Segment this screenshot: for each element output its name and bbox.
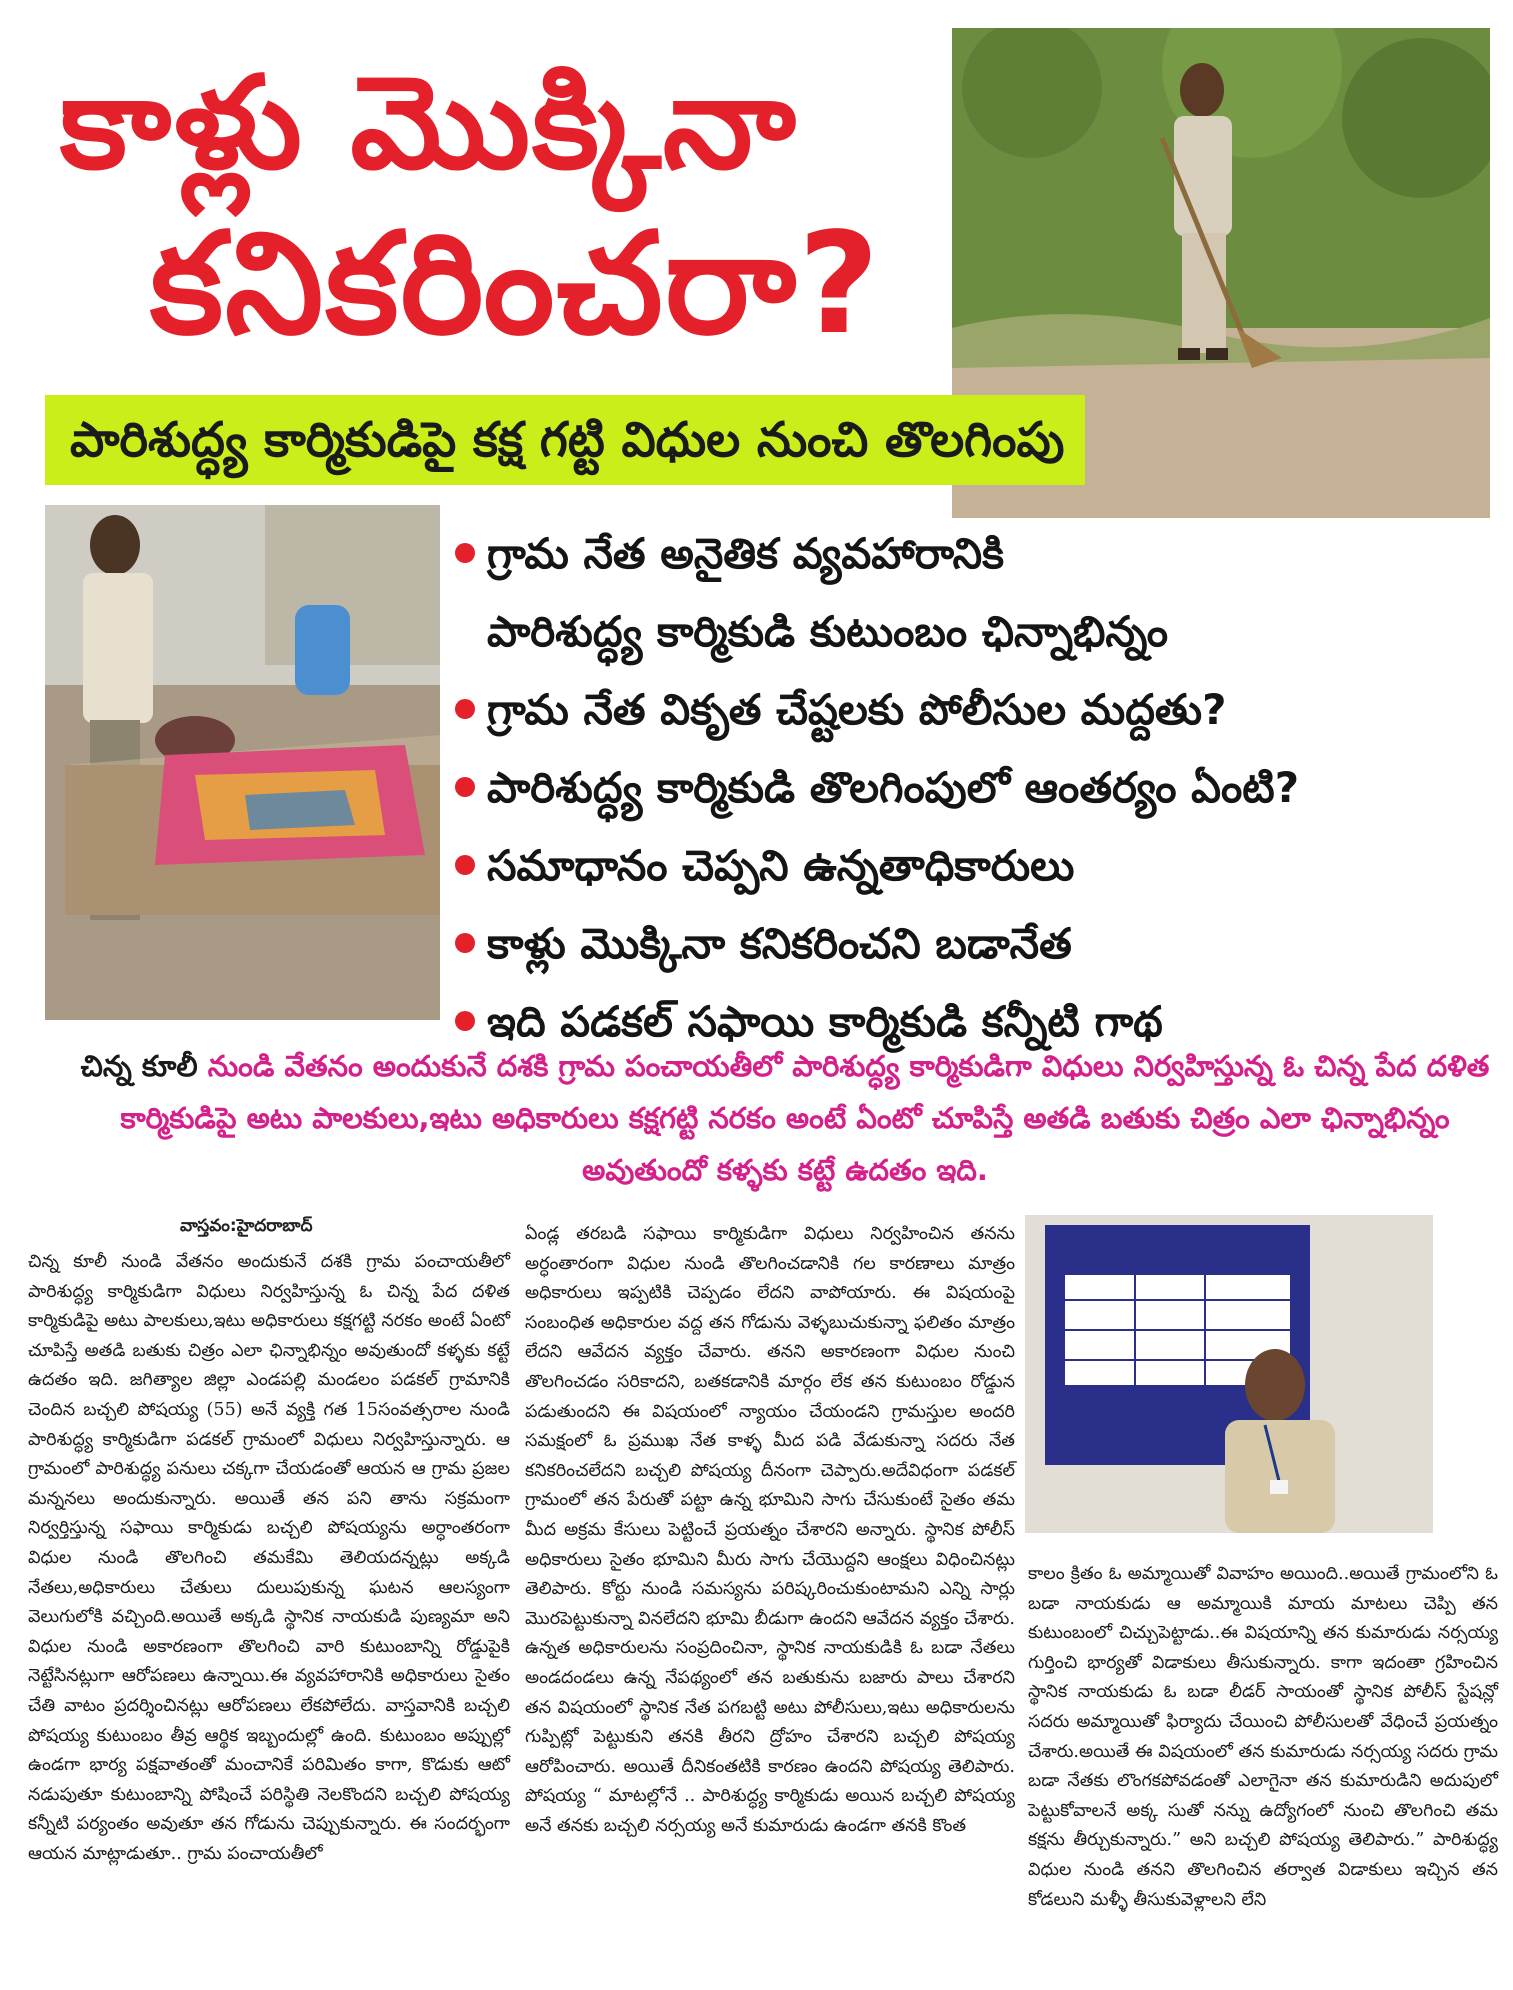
bullet-item (455, 515, 1485, 593)
bullet-item (455, 905, 1485, 983)
article-column-1 (28, 1248, 510, 1869)
bullet-dot (455, 699, 475, 719)
headline-line-2: కనికరించరా? (150, 203, 882, 366)
bullet-text: గ్రామ నేత వికృత చేష్టలకు పోలీసుల మద్దతు? (487, 685, 1227, 734)
article-column-2 (525, 1220, 1015, 1841)
intro-lead: చిన్న కూలీ (80, 1049, 198, 1083)
bullet-text: ఇది పడకల్ సఫాయి కార్మికుడి కన్నీటి గాథ (487, 997, 1163, 1046)
article-text: కాలం క్రితం ఓ అమ్మాయితో వివాహం అయింది..అయితే గ్రామంలోని ఓ బడా నాయకుడు ఆ అమ్మాయికి మాయ మాటలు చెప్పి తన కుటుంబంలో చిచ్చుపెట్టాడు..ఈ విషయాన్ని తన కుమారుడు నర్సయ్య గుర్తించి భార్యతో విడాకులు తీసుకున్నారు. కాగా ఇదంతా గ్రహించిన స్థానిక నాయకుడు ఓ బడా లీడర్ సాయంతో స్థానిక పోలీస్ స్టేషన్లో సదరు అమ్మాయితో ఫిర్యాదు చేయించి పోలీసులతో వేధించే ప్రయత్నం చేశారు.అయితే ఈ విషయంలో తన కుమారుడు నర్సయ్య సదరు గ్రామ బడా నేతకు లొంగకపోవడంతో ఎలాగైనా తన కుమారుడిని అదుపులో పెట్టుకోవాలనే అక్క సుతో నన్ను ఉద్యోగంలో నుంచి తొలగించి తమ కక్షను తీర్చుకున్నారు.” అని బచ్చలి పోషయ్య తెలిపారు.” పారిశుద్ధ్య విధుల నుండి తనని తొలగించిన తర్వాత విడాకులు ఇచ్చిన తన కోడలుని మళ్ళీ తీసుకువెళ్లాలని లేని (1028, 1564, 1498, 1910)
subheadline: పారిశుద్ధ్య కార్మికుడిపై కక్ష గట్టి విధుల నుంచి తొలగింపు (70, 412, 1065, 468)
headline-line-1: కాళ్లు మొక్కినా (60, 49, 798, 198)
article-column-3 (1028, 1560, 1498, 1915)
byline: వాస్తవం:హైదరాబాద్ (180, 1216, 313, 1236)
bullet-text: పారిశుద్ధ్య కార్మికుడి కుటుంబం ఛిన్నాభిన్నం (487, 607, 1169, 656)
bullet-item (455, 827, 1485, 905)
article-text: ఏండ్ల తరబడి సఫాయి కార్మికుడిగా విధులు నిర్వహించిన తనను అర్ధంతారంగా విధుల నుండి తొలగించడానికి గల కారణాలు మాత్రం అధికారులు ఇప్పటికి చెప్పడం లేదని వాపోయారు. ఈ విషయంపై సంబంధిత అధికారుల వద్ద తన గోడును వెళ్ళబుచుకున్నా ఫలితం మాత్రం లేదని ఆవేదన వ్యక్తం చేవారు. తనని అకారణంగా విధుల నుంచి తొలగించడం సరికాదని, బతకడానికి మార్గం లేక తన కుటుంబం రోడ్డున పడుతుందని ఈ విషయంలో న్యాయం చేయండని గ్రామస్తుల అందరి సమక్షంలో ఓ ప్రముఖ నేత కాళ్ళ మీద పడి వేడుకున్నా సదరు నేత కనికరించలేదని బచ్చలి పోషయ్య దీనంగా చెప్పారు.అదేవిధంగా పడకల్ గ్రామంలో తన పేరుతో పట్టా ఉన్న భూమిని సాగు చేసుకుంటే సైతం తమ మీద అక్రమ కేసులు పెట్టించే ప్రయత్నం చేశారని అన్నారు. స్థానిక పోలీస్ అధికారులు సైతం భూమిని మీరు సాగు చేయొద్దని ఆంక్షలు విధించినట్లు తెలిపారు. కోర్టు నుండి సమస్యను పరిష్కరించుకుంటామని ఎన్ని సార్లు మొరపెట్టుకున్నా వినలేదని భూమి బీడుగా ఉందని ఆవేదన వ్యక్తం చేశారు. ఉన్నత అధికారులను సంప్రదించినా, స్థానిక నాయకుడికి ఓ బడా నేతలు అండదండలు ఉన్న నేపథ్యంలో తన బతుకును బజారు పాలు చేశారని తన విషయంలో స్థానిక నేత పగబట్టి అటు పోలీసులు,ఇటు అధికారులను గుప్పిట్లో పెట్టుకుని తనకి తీరని ద్రోహం చేశారని బచ్చలి పోషయ్య ఆరోపించారు. అయితే దీనికంతటికి కారణం ఉందని పోషయ్య తెలిపారు. పోషయ్య “ మాటల్లోనే .. పారిశుద్ధ్య కార్మికుడు అయిన బచ్చలి పోషయ్య అనే తనకు బచ్చలి నర్సయ్య అనే కుమారుడు ఉండగా తనకి కొంత (525, 1224, 1015, 1836)
bullet-text: గ్రామ నేత అనైతిక వ్యవహారానికి (487, 529, 1005, 578)
intro-rest: నుండి వేతనం అందుకునే దశకి గ్రామ పంచాయతీలో పారిశుద్ధ్య కార్మికుడిగా విధులు నిర్వహిస్తున్న ఓ చిన్న పేద దళిత కార్మికుడిపై అటు పాలకులు,ఇటు అధికారులు కక్షగట్టి నరకం అంటే ఏంటో చూపిస్తే అతడి బతుకు చిత్రం ఎలా ఛిన్నాభిన్నం అవుతుందో కళ్ళకు కట్టే ఉదతం ఇది. (120, 1049, 1490, 1187)
worker-board-photo (1025, 1215, 1433, 1533)
bullet-dot (455, 1011, 475, 1031)
bullet-list (455, 515, 1485, 1061)
article-text: చిన్న కూలీ నుండి వేతనం అందుకునే దశకి గ్రామ పంచాయతీలో పారిశుద్ధ్య కార్మికుడిగా విధులు నిర్వహిస్తున్న ఓ చిన్న పేద దళిత కార్మికుడిపై అటు పాలకులు,ఇటు అధికారులు కక్షగట్టి నరకం అంటే ఏంటో చూపిస్తే అతడి బతుకు చిత్రం ఎలా ఛిన్నాభిన్నం అవుతుందో కళ్ళకు కట్టే ఉదతం ఇది. జగిత్యాల జిల్లా ఎండపల్లి మండలం పడకల్ గ్రామానికి చెందిన బచ్చలి పోషయ్య (55) అనే వ్యక్తి గత 15సంవత్సరాల నుండి పారిశుద్ధ్య కార్మికుడిగా పడకల్ గ్రామంలో విధులు నిర్వహిస్తున్నారు. ఆ గ్రామంలో పారిశుద్ధ్య పనులు చక్కగా చేయడంతో ఆయన ఆ గ్రామ ప్రజల మన్ననలు అందుకున్నారు. అయితే తన పని తాను సక్రమంగా నిర్వర్తిస్తున్న సఫాయి కార్మికుడు బచ్చలి పోషయ్యను అర్ధాంతరంగా విధుల నుండి తొలగించి తమకేమి తెలియదన్నట్లు అక్కడి నేతలు,అధికారులు చేతులు దులుపుకున్న ఘటన ఆలస్యంగా వెలుగులోకి వచ్చింది.అయితే అక్కడి స్థానిక నాయకుడి పుణ్యమా అని విధుల నుండి అకారణంగా తొలగించి వారి కుటుంబాన్ని రోడ్డుపైకి నెట్టేసినట్లుగా ఆరోపణలు ఉన్నాయి.ఈ వ్యవహారానికి అధికారులు సైతం చేతి వాటం ప్రదర్శించినట్లు ఆరోపణలు లేకపోలేదు. వాస్తవానికి బచ్చలి పోషయ్య కుటుంబం తీవ్ర ఆర్థిక ఇబ్బందుల్లో ఉంది. కుటుంబం అప్పుల్లో ఉండగా భార్య పక్షవాతంతో మంచానికే పరిమితం కాగా, కొడుకు ఆటో నడుపుతూ కుటుంబాన్ని పోషించే పరిస్థితి నెలకొందని బచ్చలి పోషయ్య కన్నీటి పర్యంతం అవుతూ తన గోడును చెప్పుకున్నారు. ఈ సందర్భంగా ఆయన మాట్లాడుతూ.. గ్రామ పంచాయతీలో (28, 1252, 510, 1864)
bullet-text: కాళ్లు మొక్కినా కనికరించని బడానేత (487, 919, 1072, 968)
bullet-item-continuation (455, 593, 1485, 671)
bullet-text: సమాధానం చెప్పని ఉన్నతాధికారులు (487, 841, 1075, 890)
family-cot-photo (45, 505, 440, 1020)
bullet-text: పారిశుద్ధ్య కార్మికుడి తొలగింపులో ఆంతర్యం ఏంటి? (487, 763, 1300, 812)
bullet-dot (455, 543, 475, 563)
bullet-dot (455, 777, 475, 797)
bullet-dot (455, 855, 475, 875)
bullet-dot (455, 933, 475, 953)
intro-paragraph (80, 1040, 1490, 1196)
bullet-item (455, 749, 1485, 827)
bullet-item (455, 671, 1485, 749)
